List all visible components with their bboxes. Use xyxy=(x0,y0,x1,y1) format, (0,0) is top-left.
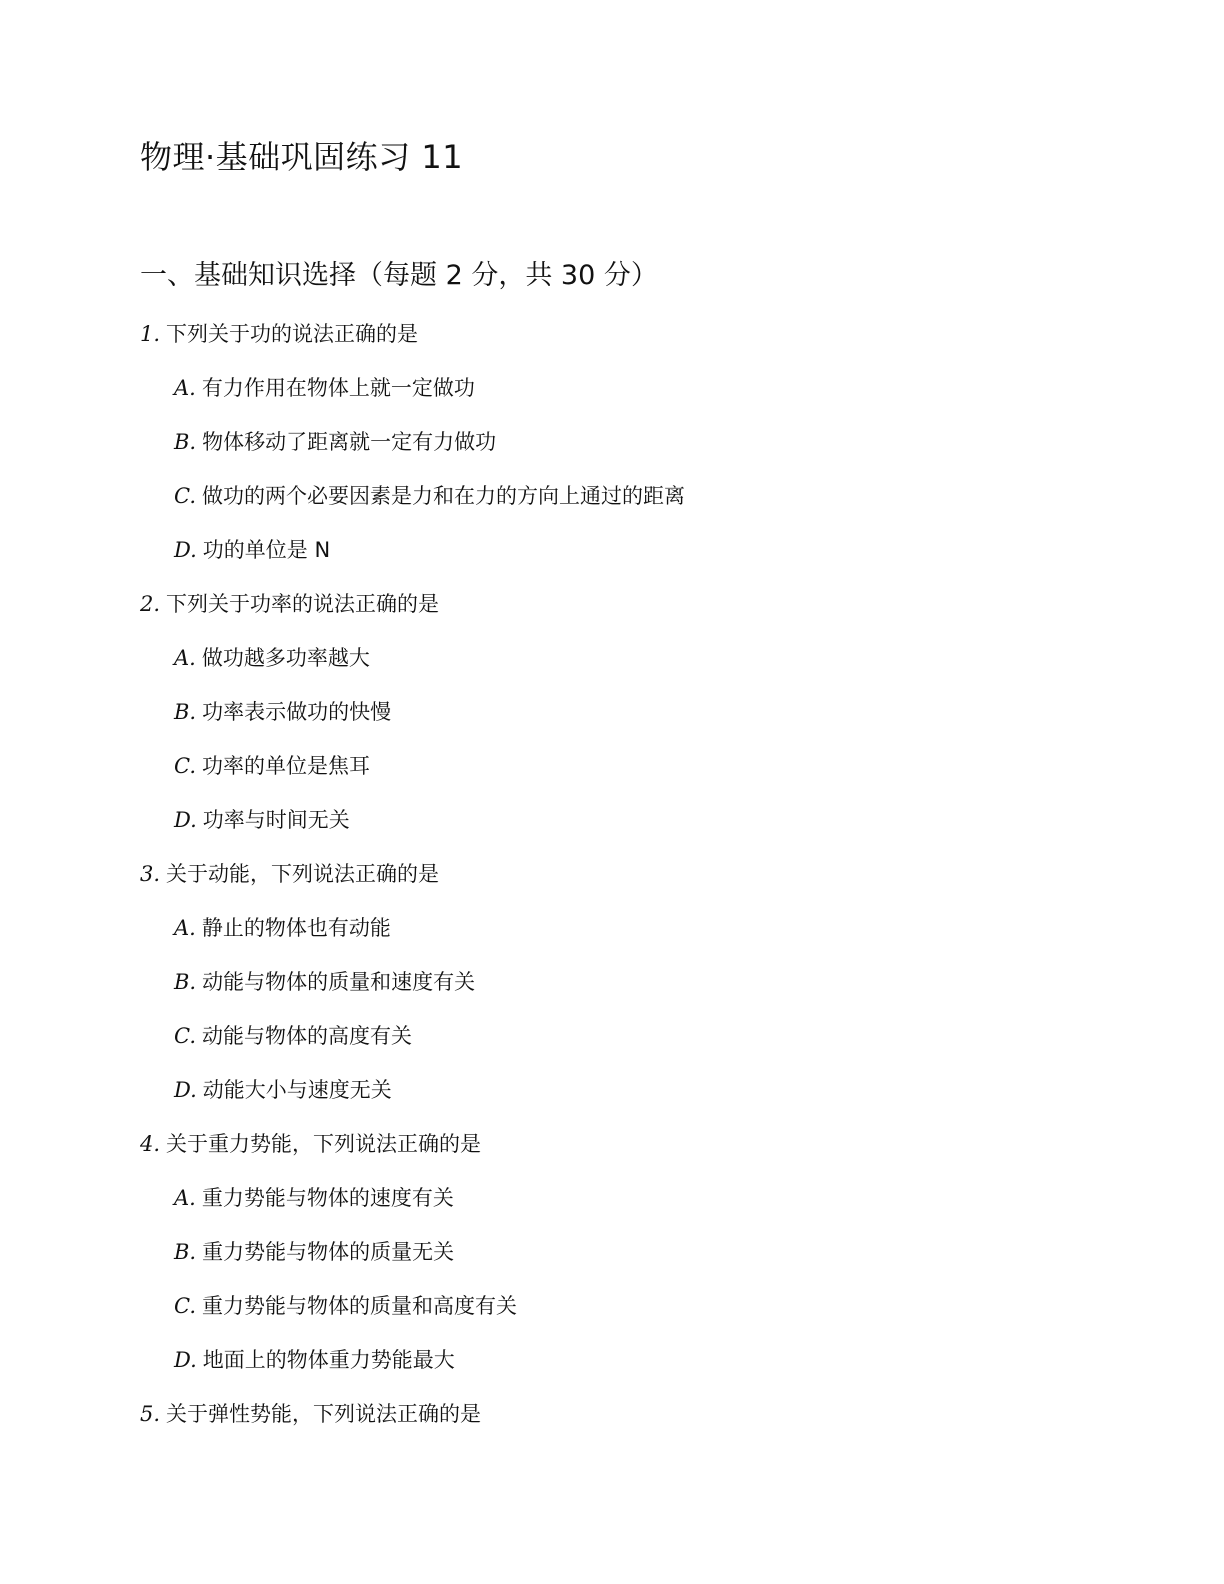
option-c xyxy=(140,479,1140,533)
question-2 xyxy=(140,587,1140,857)
option-text: 重力势能与物体的质量和高度有关 xyxy=(202,1294,517,1318)
option-text: 物体移动了距离就一定有力做功 xyxy=(202,430,497,454)
question-stem xyxy=(140,1397,1140,1451)
option-text: 动能与物体的高度有关 xyxy=(202,1024,412,1048)
question-stem xyxy=(140,317,1140,371)
question-text: 关于重力势能，下列说法正确的是 xyxy=(166,1132,482,1156)
option-d xyxy=(140,533,1140,587)
question-list xyxy=(140,317,1140,1451)
option-text: 重力势能与物体的质量无关 xyxy=(202,1240,455,1264)
option-b xyxy=(140,425,1140,479)
option-text: 功率与时间无关 xyxy=(202,808,350,832)
option-c xyxy=(140,1019,1140,1073)
question-text: 下列关于功率的说法正确的是 xyxy=(166,592,440,616)
section-heading: 一、基础知识选择（每题 2 分，共 30 分） xyxy=(140,260,658,291)
option-key: A. xyxy=(174,376,196,400)
option-key: D. xyxy=(174,538,197,562)
question-stem xyxy=(140,857,1140,911)
option-b xyxy=(140,1235,1140,1289)
option-text: 动能与物体的质量和速度有关 xyxy=(202,970,476,994)
option-key: C. xyxy=(174,1024,196,1048)
option-key: C. xyxy=(174,754,196,778)
option-key: D. xyxy=(174,1348,197,1372)
question-3 xyxy=(140,857,1140,1127)
option-d xyxy=(140,803,1140,857)
question-number: 3. xyxy=(140,862,161,886)
question-4 xyxy=(140,1127,1140,1397)
page-title: 物理·基础巩固练习 11 xyxy=(140,138,464,176)
option-key: B. xyxy=(174,970,197,994)
option-key: B. xyxy=(174,700,197,724)
option-text: 功的单位是 N xyxy=(202,538,331,562)
question-number: 5. xyxy=(140,1402,161,1426)
option-key: D. xyxy=(174,808,197,832)
option-text: 地面上的物体重力势能最大 xyxy=(202,1348,455,1372)
option-b xyxy=(140,695,1140,749)
question-number: 2. xyxy=(140,592,161,616)
option-text: 有力作用在物体上就一定做功 xyxy=(201,376,475,400)
option-text: 做功越多功率越大 xyxy=(201,646,370,670)
option-b xyxy=(140,965,1140,1019)
option-d xyxy=(140,1343,1140,1397)
question-number: 1. xyxy=(140,322,161,346)
option-key: B. xyxy=(174,430,197,454)
question-text: 关于弹性势能，下列说法正确的是 xyxy=(166,1402,482,1426)
option-a xyxy=(140,911,1140,965)
question-text: 关于动能，下列说法正确的是 xyxy=(166,862,440,886)
question-text: 下列关于功的说法正确的是 xyxy=(166,322,419,346)
option-text: 功率的单位是焦耳 xyxy=(202,754,370,778)
option-key: C. xyxy=(174,1294,196,1318)
option-a xyxy=(140,1181,1140,1235)
option-a xyxy=(140,371,1140,425)
option-c xyxy=(140,749,1140,803)
option-key: D. xyxy=(174,1078,197,1102)
option-key: A. xyxy=(174,1186,196,1210)
option-key: B. xyxy=(174,1240,197,1264)
question-1 xyxy=(140,317,1140,587)
option-text: 功率表示做功的快慢 xyxy=(202,700,392,724)
option-text: 静止的物体也有动能 xyxy=(201,916,391,940)
option-key: A. xyxy=(174,916,196,940)
option-c xyxy=(140,1289,1140,1343)
question-stem xyxy=(140,1127,1140,1181)
option-a xyxy=(140,641,1140,695)
option-key: C. xyxy=(174,484,196,508)
option-text: 重力势能与物体的速度有关 xyxy=(201,1186,454,1210)
question-number: 4. xyxy=(140,1132,161,1156)
option-d xyxy=(140,1073,1140,1127)
option-text: 做功的两个必要因素是力和在力的方向上通过的距离 xyxy=(202,484,685,508)
question-5 xyxy=(140,1397,1140,1451)
option-key: A. xyxy=(174,646,196,670)
option-text: 动能大小与速度无关 xyxy=(202,1078,392,1102)
question-stem xyxy=(140,587,1140,641)
